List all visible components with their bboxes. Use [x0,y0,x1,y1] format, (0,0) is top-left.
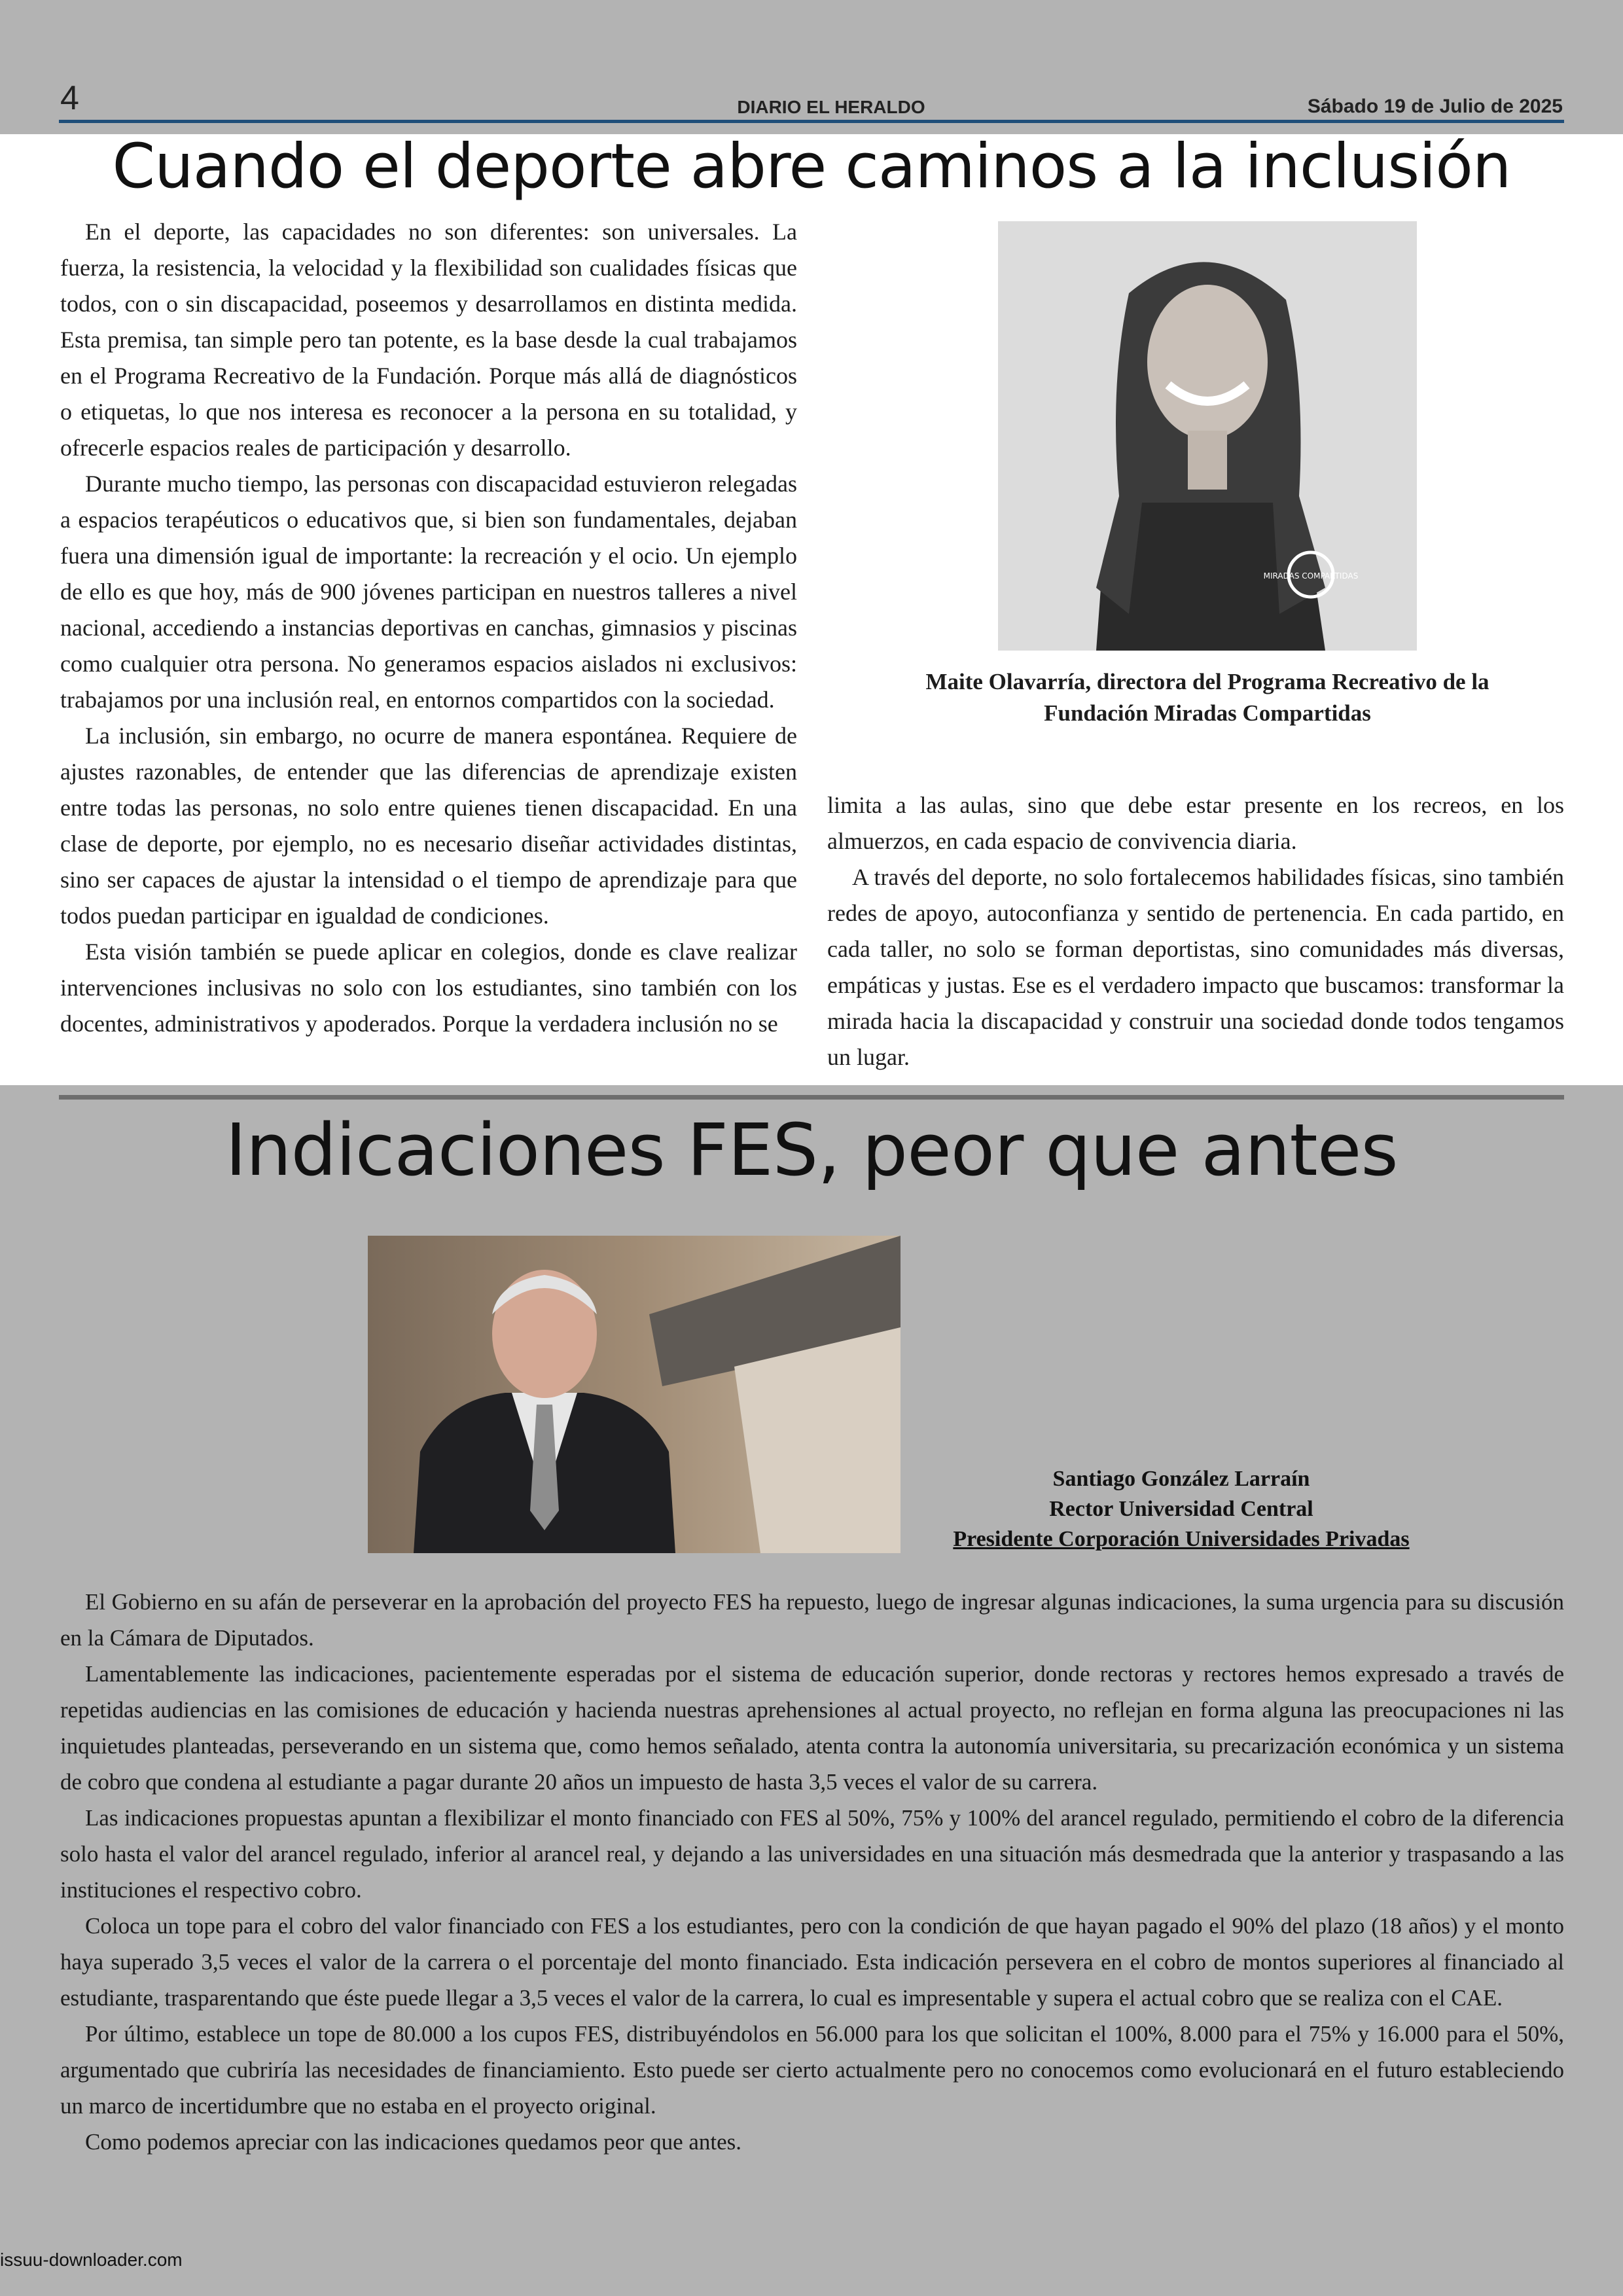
photo1-caption [870,666,1544,729]
article1-paragraph: Durante mucho tiempo, las personas con discapacidad estuvieron relegadas a espacios terapéuticos o educativos que, si bien son fundamentales, dejaban fuera una dimensión igual de importante: la recreación y el ocio. Un ejemplo de ello es que hoy, más de 900 jóvenes participan en nuestros talleres a nivel nacional, accediendo a instancias deportivas en canchas, gimnasios y piscinas como cualquier otra persona. No generamos espacios aislados ni exclusivos: trabajamos por una inclusión real, en entornos compartidos con la sociedad. [60,471,797,713]
portrait-illustration [998,221,1417,651]
article1-column-left [60,214,797,1042]
author-caption [913,1464,1450,1554]
author-role: Presidente Corporación Universidades Privadas [953,1527,1410,1551]
article1-paragraph: A través del deporte, no solo fortalecemos habilidades físicas, sino también redes de apoyo, autoconfianza y sentido de pertenencia. En cada partido, en cada taller, no solo se forman deportistas, sino comunidades más diversas, empáticas y justas. Ese es el verdadero impacto que buscamos: transformar la mirada hacia la discapacidad y construir una sociedad donde todos tengamos un lugar. [827,864,1564,1070]
article1-paragraph: La inclusión, sin embargo, no ocurre de manera espontánea. Requiere de ajustes razonables, de entender que las diferencias de aprendizaje existen entre todas las personas, no solo entre quienes tienen discapacidad. En una clase de deporte, por ejemplo, no es necesario diseñar actividades distintas, sino ser capaces de ajustar la intensidad o el tiempo de aprendizaje para que todos puedan participar en igualdad de condiciones. [60,723,797,929]
portrait-illustration [368,1236,901,1553]
portrait-photo-maite [998,221,1417,651]
page-number: 4 [60,79,79,117]
article2-paragraph: El Gobierno en su afán de perseverar en la aprobación del proyecto FES ha repuesto, luego de ingresar algunas indicaciones, la suma urgencia para su discusión en la Cámara de Diputados. [60,1589,1564,1651]
article1-column-right [827,787,1564,1075]
photo1-caption-line: Fundación Miradas Compartidas [1044,700,1371,726]
article2-body [60,1584,1564,2160]
article2-paragraph: Coloca un tope para el cobro del valor financiado con FES a los estudiantes, pero con la condición de que hayan pagado el 90% del plazo (18 años) y el monto haya superado 3,5 veces el valor de la carrera o el porcentaje del monto financiado. Esta indicación persevera en el cobro de montos superiores al financiado al estudiante, trasparentando que éste puede llegar a 3,5 veces el valor de la carrera, lo cual es impresentable y supera el actual cobro que se realiza con el CAE. [60,1913,1564,2011]
portrait-photo-santiago [368,1236,901,1553]
shirt-logo-text: MIRADAS COMPARTIDAS [1263,571,1359,581]
author-name: Santiago González Larraín [1052,1467,1310,1491]
article1-title: Cuando el deporte abre caminos a la inclusión [112,131,1511,202]
article2-title: Indicaciones FES, peor que antes [225,1108,1398,1192]
issue-date: Sábado 19 de Julio de 2025 [1307,96,1563,117]
author-role: Rector Universidad Central [1049,1497,1313,1521]
article2-paragraph: Las indicaciones propuestas apuntan a flexibilizar el monto financiado con FES al 50%, 75% y 100% del arancel regulado, permitiendo el cobro de la diferencia solo hasta el valor del arancel regulado, inferior al arancel real, y dejando a las universidades en una situación más desmedrada que la anterior y traspasando a las instituciones el respectivo cobro. [60,1805,1564,1903]
section-divider [59,1095,1564,1100]
article1-paragraph: Esta visión también se puede aplicar en colegios, donde es clave realizar intervenciones inclusivas no solo con los estudiantes, sino también con los docentes, administrativos y apoderados. Porque la verdadera inclusión no se [60,939,797,1037]
article1-paragraph: En el deporte, las capacidades no son diferentes: son universales. La fuerza, la resistencia, la velocidad y la flexibilidad son cualidades físicas que todos, con o sin discapacidad, poseemos y desarrollamos en distinta medida. Esta premisa, tan simple pero tan potente, es la base desde la cual trabajamos en el Programa Recreativo de la Fundación. Porque más allá de diagnósticos o etiquetas, lo que nos interesa es reconocer a la persona en su totalidad, y ofrecerle espacios reales de participación y desarrollo. [60,219,797,461]
header-rule [59,120,1564,123]
article2-paragraph: Lamentablemente las indicaciones, pacientemente esperadas por el sistema de educación superior, donde rectoras y rectores hemos expresado a través de repetidas audiencias en las comisiones de educación y hacienda nuestras aprehensiones al actual proyecto, no reflejan en forma alguna las preocupaciones ni las inquietudes planteadas, perseverando en un sistema que, como hemos señalado, atenta contra la autonomía universitaria, su precarización económica y un sistema de cobro que condena al estudiante a pagar durante 20 años un impuesto de hasta 3,5 veces el valor de su carrera. [60,1661,1564,1795]
article1-paragraph-continued: limita a las aulas, sino que debe estar presente en los recreos, en los almuerzos, en cada espacio de convivencia diaria. [827,792,1564,854]
photo1-caption-line: Maite Olavarría, directora del Programa Recreativo de la [925,669,1489,694]
publication-name: DIARIO EL HERALDO [737,97,925,117]
article2-paragraph: Por último, establece un tope de 80.000 a los cupos FES, distribuyéndolos en 56.000 para los que solicitan el 100%, 8.000 para el 75% y 16.000 para el 50%, argumentado que cubriría las necesidades de financiamiento. Esto puede ser cierto actualmente pero no conocemos como evolucionará en el futuro estableciendo un marco de incertidumbre que no estaba en el proyecto original. [60,2021,1564,2119]
watermark-text: issuu-downloader.com [0,2250,183,2270]
article2-paragraph: Como podemos apreciar con las indicaciones quedamos peor que antes. [85,2129,742,2155]
